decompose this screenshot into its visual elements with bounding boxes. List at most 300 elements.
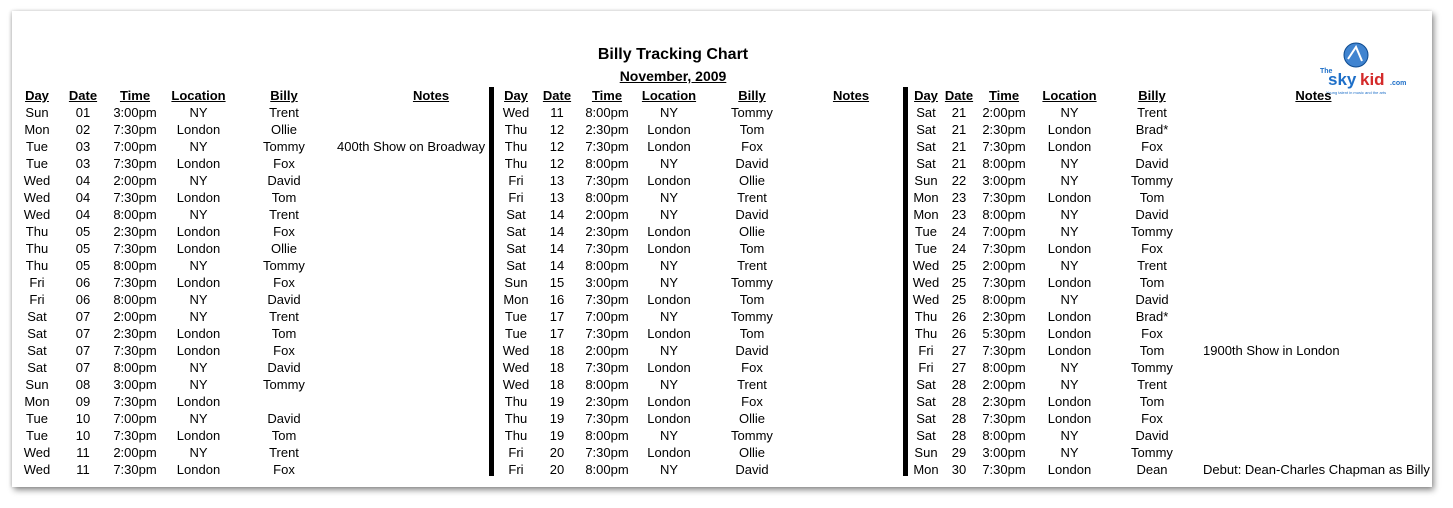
cell-time: 3:00pm — [585, 275, 629, 290]
cell-day: Sat — [506, 258, 526, 273]
cell-billy: Tom — [1139, 394, 1165, 409]
cell-date: 12 — [549, 122, 565, 137]
cell-billy: Tommy — [1131, 360, 1173, 375]
cell-billy: Fox — [273, 275, 295, 290]
cell-day: Sun — [914, 173, 938, 188]
cell-day: Sat — [27, 360, 47, 375]
cell-location: London — [1047, 139, 1092, 154]
cell-notes — [801, 172, 901, 189]
cell-time: 7:00pm — [113, 411, 157, 426]
cell-billy: Ollie — [738, 445, 765, 460]
cell-time: 7:30pm — [585, 139, 629, 154]
header-notes: Notes — [832, 88, 870, 103]
cell-time: 7:30pm — [113, 428, 157, 443]
cell-day: Sat — [916, 139, 936, 154]
table-row — [18, 461, 531, 478]
cell-date: 21 — [951, 156, 967, 171]
cell-day: Wed — [912, 275, 940, 290]
cell-day: Thu — [504, 411, 528, 426]
cell-billy: David — [267, 292, 301, 307]
header-time: Time — [988, 88, 1020, 103]
cell-time: 2:30pm — [585, 224, 629, 239]
cell-notes — [1197, 121, 1430, 138]
cell-notes — [801, 155, 901, 172]
header-row — [18, 87, 531, 104]
cell-time: 8:00pm — [982, 360, 1026, 375]
table-row — [18, 172, 531, 189]
cell-time: 8:00pm — [585, 190, 629, 205]
header-day: Day — [914, 88, 938, 103]
cell-notes — [1197, 155, 1430, 172]
cell-time: 2:30pm — [113, 326, 157, 341]
cell-time: 7:30pm — [113, 462, 157, 477]
cell-day: Fri — [918, 343, 934, 358]
cell-location: London — [1047, 122, 1092, 137]
cell-time: 7:30pm — [982, 190, 1026, 205]
cell-notes — [801, 359, 901, 376]
cell-location: NY — [1060, 258, 1079, 273]
cell-day: Sat — [506, 224, 526, 239]
table-row — [497, 240, 901, 257]
cell-day: Thu — [25, 241, 49, 256]
cell-day: Sat — [27, 343, 47, 358]
cell-notes — [801, 121, 901, 138]
cell-billy: Dean — [1136, 462, 1168, 477]
cell-location: NY — [189, 309, 208, 324]
table-row — [497, 257, 901, 274]
cell-billy: Brad* — [1135, 122, 1169, 137]
cell-notes — [801, 376, 901, 393]
cell-date: 11 — [76, 445, 90, 460]
header-billy: Billy — [738, 88, 766, 103]
cell-notes — [801, 104, 901, 121]
cell-time: 2:00pm — [113, 309, 157, 324]
table-row — [910, 189, 1430, 206]
svg-text:.com: .com — [1390, 80, 1407, 87]
cell-time: 7:30pm — [585, 360, 629, 375]
cell-location: NY — [1060, 156, 1079, 171]
cell-notes — [1197, 410, 1430, 427]
cell-day: Sun — [25, 377, 49, 392]
table-row — [910, 223, 1430, 240]
cell-date: 28 — [951, 411, 967, 426]
cell-notes — [801, 240, 901, 257]
cell-date: 18 — [549, 343, 565, 358]
cell-date: 13 — [549, 173, 565, 188]
table-row — [497, 206, 901, 223]
table-row — [18, 342, 531, 359]
table-row — [18, 308, 531, 325]
cell-day: Mon — [24, 394, 50, 409]
cell-date: 09 — [75, 394, 91, 409]
cell-time: 3:00pm — [113, 377, 157, 392]
cell-billy: Ollie — [738, 411, 765, 426]
cell-notes — [801, 308, 901, 325]
cell-day: Sat — [916, 105, 936, 120]
schedule-block-2 — [497, 87, 901, 478]
cell-billy: Tommy — [731, 428, 773, 443]
cell-day: Mon — [503, 292, 529, 307]
table-row — [18, 359, 531, 376]
cell-date: 22 — [951, 173, 967, 188]
cell-location: NY — [659, 462, 679, 477]
cell-time: 8:00pm — [585, 156, 629, 171]
cell-time: 3:00pm — [982, 173, 1026, 188]
table-row — [910, 461, 1430, 478]
cell-time: 2:00pm — [982, 258, 1026, 273]
table-row — [910, 444, 1430, 461]
cell-notes — [801, 342, 901, 359]
cell-date: 07 — [75, 326, 91, 341]
cell-date: 14 — [549, 258, 565, 273]
cell-time: 7:30pm — [585, 241, 629, 256]
cell-billy: Fox — [741, 360, 763, 375]
cell-billy: David — [267, 360, 301, 375]
cell-billy — [237, 393, 331, 410]
cell-location: London — [1047, 394, 1092, 409]
cell-date: 13 — [549, 190, 565, 205]
cell-notes — [801, 274, 901, 291]
header-notes: Notes — [1295, 88, 1332, 103]
cell-date: 07 — [75, 309, 91, 324]
cell-location: London — [176, 122, 221, 137]
cell-date: 21 — [951, 139, 967, 154]
cell-day: Sat — [916, 411, 936, 426]
cell-date: 21 — [951, 105, 967, 120]
cell-billy: Trent — [1137, 377, 1167, 392]
cell-billy: David — [1135, 292, 1169, 307]
cell-date: 10 — [75, 428, 91, 443]
cell-billy: Trent — [1137, 258, 1167, 273]
column-divider — [489, 87, 494, 476]
table-row — [497, 410, 901, 427]
cell-location: NY — [189, 173, 208, 188]
cell-location: NY — [189, 360, 208, 375]
cell-location: London — [1047, 190, 1092, 205]
cell-billy: Ollie — [738, 173, 765, 188]
cell-time: 5:30pm — [982, 326, 1026, 341]
cell-time: 8:00pm — [982, 156, 1026, 171]
cell-time: 2:00pm — [982, 105, 1026, 120]
cell-billy: Brad* — [1135, 309, 1169, 324]
cell-time: 8:00pm — [113, 360, 157, 375]
cell-billy: Tom — [1139, 343, 1165, 358]
cell-billy: Tom — [739, 292, 765, 307]
table-row — [910, 291, 1430, 308]
cell-time: 7:30pm — [585, 411, 629, 426]
header-day: Day — [504, 88, 528, 103]
cell-billy: Fox — [273, 343, 295, 358]
cell-time: 7:30pm — [585, 445, 629, 460]
column-divider — [903, 87, 908, 476]
cell-day: Mon — [24, 122, 50, 137]
cell-location: NY — [659, 207, 679, 222]
cell-location: London — [647, 360, 691, 375]
table-row — [18, 325, 531, 342]
cell-billy: Fox — [1141, 326, 1163, 341]
cell-billy: Trent — [269, 105, 299, 120]
cell-notes — [1197, 257, 1430, 274]
cell-time: 2:00pm — [585, 343, 629, 358]
cell-time: 7:30pm — [113, 343, 157, 358]
cell-location: NY — [189, 139, 208, 154]
cell-time: 7:30pm — [982, 411, 1026, 426]
cell-location: NY — [659, 309, 679, 324]
cell-time: 8:00pm — [113, 292, 157, 307]
cell-time: 8:00pm — [585, 377, 629, 392]
table-row — [910, 376, 1430, 393]
table-row — [18, 410, 531, 427]
cell-date: 18 — [549, 377, 565, 392]
cell-notes — [1197, 206, 1430, 223]
cell-billy: Tom — [271, 428, 297, 443]
cell-date: 24 — [951, 224, 967, 239]
cell-date: 27 — [951, 343, 967, 358]
table-row — [497, 427, 901, 444]
cell-day: Thu — [504, 156, 528, 171]
cell-date: 12 — [549, 156, 565, 171]
cell-billy: Fox — [741, 394, 763, 409]
cell-time: 2:30pm — [113, 224, 157, 239]
cell-day: Thu — [25, 258, 49, 273]
cell-date: 28 — [951, 377, 967, 392]
spreadsheet-page — [12, 11, 1432, 487]
page-subtitle: November, 2009 — [619, 68, 727, 84]
table-row — [910, 172, 1430, 189]
cell-billy: David — [1135, 207, 1169, 222]
cell-day: Mon — [913, 190, 939, 205]
table-row — [910, 325, 1430, 342]
cell-location: London — [176, 462, 221, 477]
cell-date: 19 — [549, 394, 565, 409]
cell-time: 7:30pm — [982, 241, 1026, 256]
cell-location: NY — [1060, 428, 1079, 443]
cell-date: 28 — [951, 394, 967, 409]
table-row — [18, 376, 531, 393]
header-billy: Billy — [270, 88, 298, 103]
cell-notes — [801, 325, 901, 342]
cell-day: Thu — [914, 309, 938, 324]
cell-date: 18 — [549, 360, 565, 375]
cell-location: London — [647, 139, 691, 154]
cell-time: 2:00pm — [982, 377, 1026, 392]
cell-billy: Tommy — [263, 377, 305, 392]
cell-notes — [1197, 274, 1430, 291]
table-row — [497, 359, 901, 376]
cell-location: London — [176, 190, 221, 205]
cell-location: London — [647, 241, 691, 256]
cell-day: Fri — [508, 173, 524, 188]
cell-notes — [1197, 393, 1430, 410]
cell-billy: Tommy — [263, 258, 305, 273]
cell-day: Wed — [23, 173, 51, 188]
cell-date: 29 — [951, 445, 967, 460]
cell-billy: Trent — [269, 445, 299, 460]
cell-location: London — [647, 411, 691, 426]
cell-billy: Trent — [737, 190, 767, 205]
cell-notes — [1197, 291, 1430, 308]
cell-time: 7:30pm — [982, 139, 1026, 154]
cell-notes — [801, 444, 901, 461]
cell-time: 7:00pm — [585, 309, 629, 324]
cell-time: 2:30pm — [585, 122, 629, 137]
table-row — [497, 121, 901, 138]
cell-date: 30 — [951, 462, 967, 477]
cell-location: London — [1047, 275, 1092, 290]
cell-location: London — [176, 394, 221, 409]
cell-day: Sat — [916, 394, 936, 409]
cell-day: Tue — [505, 326, 527, 341]
cell-date: 05 — [75, 224, 91, 239]
table-row — [497, 461, 901, 478]
cell-location: London — [176, 326, 221, 341]
table-row — [910, 121, 1430, 138]
table-row — [910, 206, 1430, 223]
cell-day: Tue — [26, 156, 48, 171]
cell-day: Tue — [26, 411, 48, 426]
table-row — [497, 444, 901, 461]
header-day: Day — [25, 88, 49, 103]
cell-notes — [801, 427, 901, 444]
cell-billy: David — [267, 411, 301, 426]
cell-billy: Tom — [271, 190, 297, 205]
cell-day: Sun — [504, 275, 528, 290]
cell-date: 14 — [549, 224, 565, 239]
cell-location: NY — [1060, 445, 1079, 460]
cell-location: NY — [659, 156, 679, 171]
svg-text:The: The — [1320, 68, 1333, 75]
cell-time: 8:00pm — [585, 258, 629, 273]
cell-notes — [1197, 444, 1430, 461]
table-row — [497, 325, 901, 342]
cell-billy: Tommy — [731, 105, 773, 120]
cell-day: Tue — [26, 139, 48, 154]
cell-day: Fri — [508, 462, 524, 477]
cell-notes — [1197, 308, 1430, 325]
cell-day: Wed — [23, 445, 51, 460]
cell-location: London — [176, 241, 221, 256]
cell-billy: Trent — [737, 377, 767, 392]
schedule-table-3 — [910, 87, 1430, 478]
cell-time: 7:00pm — [113, 139, 157, 154]
cell-billy: Tom — [739, 326, 765, 341]
cell-date: 23 — [951, 207, 967, 222]
cell-day: Thu — [25, 224, 49, 239]
table-row — [910, 342, 1430, 359]
svg-text:kid: kid — [1360, 70, 1385, 89]
cell-billy: Trent — [737, 258, 767, 273]
table-row — [910, 257, 1430, 274]
cell-day: Sun — [914, 445, 938, 460]
cell-time: 2:30pm — [982, 394, 1026, 409]
cell-time: 7:30pm — [113, 394, 157, 409]
cell-location: London — [647, 292, 691, 307]
cell-billy: David — [1135, 428, 1169, 443]
cell-date: 25 — [951, 292, 967, 307]
table-row — [910, 359, 1430, 376]
cell-notes — [801, 189, 901, 206]
cell-time: 7:30pm — [113, 241, 157, 256]
cell-day: Fri — [918, 360, 934, 375]
cell-location: NY — [659, 275, 679, 290]
cell-notes — [1197, 172, 1430, 189]
cell-location: NY — [1060, 377, 1079, 392]
table-row — [18, 138, 531, 155]
cell-day: Sat — [916, 122, 936, 137]
cell-date: 05 — [75, 258, 91, 273]
cell-date: 25 — [951, 258, 967, 273]
table-row — [497, 308, 901, 325]
table-row — [910, 104, 1430, 121]
cell-billy: David — [1135, 156, 1169, 171]
cell-time: 8:00pm — [982, 428, 1026, 443]
cell-date: 26 — [951, 309, 967, 324]
cell-time: 7:30pm — [113, 122, 157, 137]
cell-day: Thu — [504, 122, 528, 137]
cell-billy: Tommy — [1131, 173, 1173, 188]
cell-date: 04 — [75, 207, 91, 222]
cell-time: 7:30pm — [982, 343, 1026, 358]
cell-date: 10 — [75, 411, 91, 426]
cell-billy: Ollie — [738, 224, 765, 239]
cell-time: 2:00pm — [113, 445, 157, 460]
cell-day: Wed — [502, 377, 530, 392]
cell-billy: Ollie — [270, 241, 297, 256]
cell-billy: Trent — [269, 309, 299, 324]
table-row — [497, 274, 901, 291]
table-row — [910, 274, 1430, 291]
cell-time: 2:00pm — [585, 207, 629, 222]
table-row — [910, 138, 1430, 155]
cell-time: 7:30pm — [982, 462, 1026, 477]
cell-location: NY — [1060, 207, 1079, 222]
cell-date: 27 — [951, 360, 967, 375]
cell-location: London — [176, 343, 221, 358]
cell-date: 23 — [951, 190, 967, 205]
cell-date: 03 — [75, 139, 91, 154]
cell-time: 7:30pm — [585, 173, 629, 188]
cell-date: 28 — [951, 428, 967, 443]
cell-time: 3:00pm — [113, 105, 157, 120]
cell-time: 8:00pm — [113, 207, 157, 222]
cell-location: London — [1047, 309, 1092, 324]
cell-location: NY — [1060, 173, 1079, 188]
table-row — [18, 427, 531, 444]
cell-billy: Tommy — [1131, 224, 1173, 239]
cell-notes — [801, 206, 901, 223]
cell-location: NY — [659, 258, 679, 273]
cell-time: 7:30pm — [585, 292, 629, 307]
cell-notes — [1197, 138, 1430, 155]
cell-date: 12 — [549, 139, 565, 154]
cell-location: NY — [659, 343, 679, 358]
cell-notes — [1197, 223, 1430, 240]
cell-date: 04 — [75, 173, 91, 188]
header-date: Date — [68, 88, 98, 103]
cell-time: 2:00pm — [113, 173, 157, 188]
cell-day: Wed — [502, 105, 530, 120]
cell-day: Sat — [506, 207, 526, 222]
cell-location: London — [176, 224, 221, 239]
cell-location: NY — [189, 411, 208, 426]
cell-day: Tue — [505, 309, 527, 324]
cell-day: Sun — [25, 105, 49, 120]
cell-day: Wed — [23, 462, 51, 477]
cell-billy: Tom — [271, 326, 297, 341]
cell-day: Mon — [913, 207, 939, 222]
table-row — [18, 291, 531, 308]
cell-time: 3:00pm — [982, 445, 1026, 460]
